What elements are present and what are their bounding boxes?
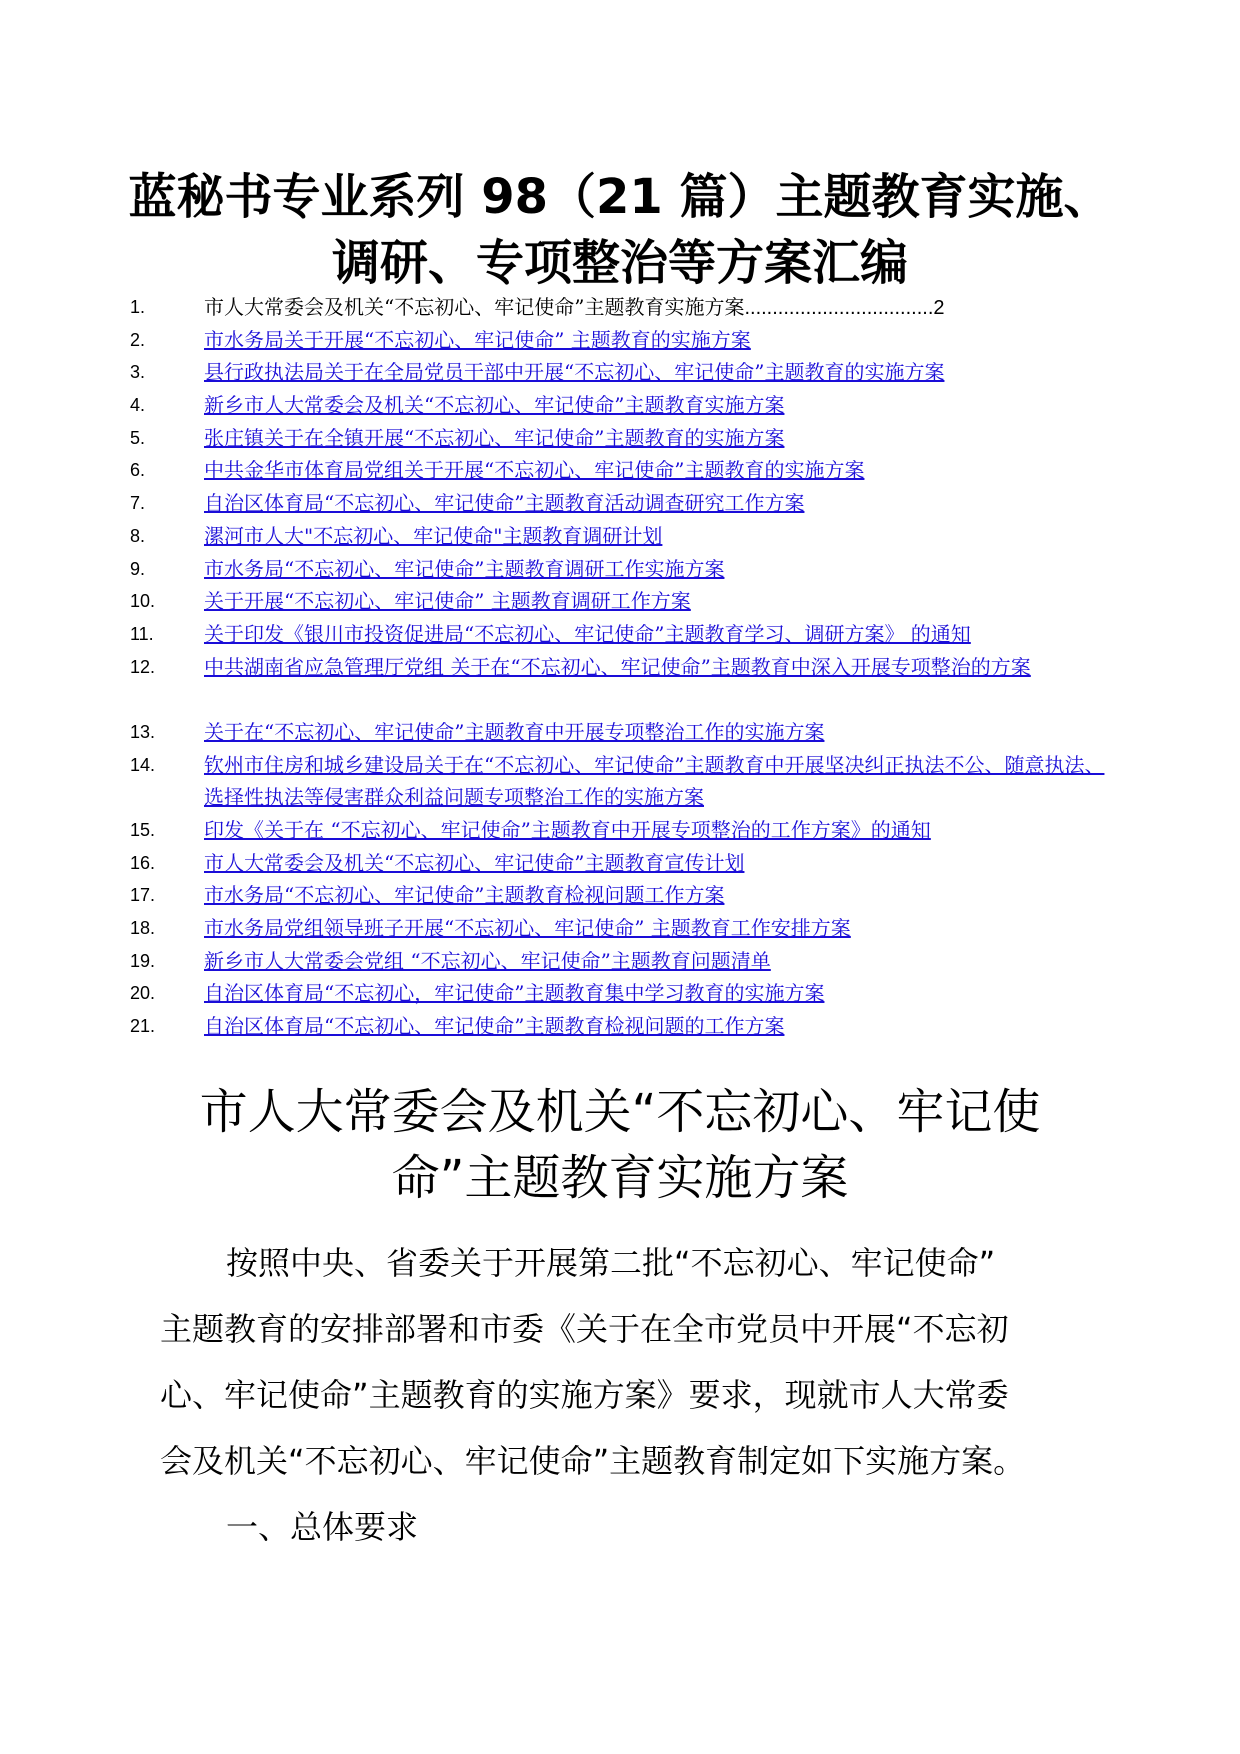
paragraph-line: 按照中央、省委关于开展第二批“不忘初心、牢记使命”: [226, 1244, 996, 1282]
toc-item-number: 5.: [130, 427, 146, 448]
toc-item-12: [0, 651, 1240, 716]
toc-item-link[interactable]: 张庄镇关于在全镇开展“不忘初心、牢记使命”主题教育的实施方案: [204, 425, 785, 450]
toc-item-link[interactable]: 自治区体育局“不忘初心、牢记使命”主题教育活动调查研究工作方案: [204, 491, 805, 516]
toc-item-9: [0, 553, 1240, 586]
toc-item-number: 8.: [130, 525, 146, 546]
toc-item-number: 15.: [130, 820, 156, 841]
toc-item-number: 10.: [130, 591, 156, 612]
toc-item-link[interactable]: 新乡市人大常委会及机关“不忘初心、牢记使命”主题教育实施方案: [204, 393, 785, 418]
toc-item-link[interactable]: 印发《关于在 “不忘初心、牢记使命”主题教育中开展专项整治的工作方案》的通知: [204, 818, 931, 843]
toc-item-7: [0, 487, 1240, 520]
toc-item-number: 1.: [130, 297, 146, 317]
toc-item-link[interactable]: 市水务局关于开展“不忘初心、牢记使命” 主题教育的实施方案: [204, 327, 751, 352]
toc-item-link[interactable]: 中共金华市体育局党组关于开展“不忘初心、牢记使命”主题教育的实施方案: [204, 458, 865, 483]
toc-item-link[interactable]: 关于印发《银川市投资促进局“不忘初心、牢记使命”主题教育学习、调研方案》 的通知: [204, 621, 971, 646]
toc-item-link[interactable]: 钦州市住房和城乡建设局关于在“不忘初心、牢记使命”主题教育中开展坚决纠正执法不公、随意执法、选择性执法等侵害群众利益问题专项整治工作的实施方案: [204, 752, 1105, 810]
document-title-line-2: 调研、专项整治等方案汇编: [331, 235, 908, 291]
toc-item-link[interactable]: 自治区体育局“不忘初心，牢记使命”主题教育集中学习教育的实施方案: [204, 981, 825, 1006]
toc-item-number: 20.: [130, 983, 156, 1004]
toc-item-13: [0, 716, 1240, 749]
toc-item-20: [0, 977, 1240, 1010]
paragraph-line: 会及机关“不忘初心、牢记使命”主题教育制定如下实施方案。: [160, 1442, 1026, 1480]
toc-item-3: [0, 356, 1240, 389]
toc-item-4: [0, 389, 1240, 422]
toc-item-11: [0, 618, 1240, 651]
document-title-line-1: 蓝秘书专业系列 98（21 篇）主题教育实施、: [128, 169, 1112, 225]
section-title-line-2: 命”主题教育实施方案: [391, 1150, 849, 1206]
paragraph-line: 主题教育的安排部署和市委《关于在全市党员中开展“不忘初: [160, 1310, 1009, 1348]
toc-item-16: [0, 847, 1240, 880]
toc-item-number: 2.: [130, 329, 146, 350]
toc-item-number: 19.: [130, 950, 156, 971]
toc-item-number: 16.: [130, 852, 156, 873]
toc-item-number: 12.: [130, 656, 156, 677]
toc-item-18: [0, 912, 1240, 945]
table-of-contents: [0, 291, 1240, 1043]
toc-item-link[interactable]: 自治区体育局“不忘初心、牢记使命”主题教育检视问题的工作方案: [204, 1014, 785, 1039]
toc-item-number: 6.: [130, 460, 146, 481]
toc-item-14: [0, 749, 1240, 814]
toc-item-title: 市人大常委会及机关“不忘初心、牢记使命”主题教育实施方案: [204, 295, 745, 319]
toc-item-link[interactable]: [204, 291, 1124, 325]
toc-item-number: 7.: [130, 493, 146, 514]
toc-item-number: 11.: [130, 623, 154, 644]
toc-item-link[interactable]: 中共湖南省应急管理厅党组 关于在“不忘初心、牢记使命”主题教育中深入开展专项整治的方案: [204, 654, 1031, 679]
toc-item-2: [0, 324, 1240, 357]
toc-leader-dots: ..................................: [744, 297, 934, 319]
toc-item-5: [0, 422, 1240, 455]
toc-item-1[interactable]: [0, 291, 1240, 324]
toc-item-19: [0, 945, 1240, 978]
toc-item-10: [0, 585, 1240, 618]
toc-item-link[interactable]: 县行政执法局关于在全局党员干部中开展“不忘初心、牢记使命”主题教育的实施方案: [204, 360, 945, 385]
toc-item-number: 21.: [130, 1016, 156, 1037]
toc-item-link[interactable]: 漯河市人大"不忘初心、牢记使命"主题教育调研计划: [204, 523, 663, 548]
toc-item-number: 9.: [130, 558, 146, 579]
section-heading: 一、总体要求: [226, 1508, 419, 1546]
toc-item-link[interactable]: 关于在“不忘初心、牢记使命”主题教育中开展专项整治工作的实施方案: [204, 719, 825, 744]
toc-item-21: [0, 1010, 1240, 1043]
paragraph-line: 心、牢记使命”主题教育的实施方案》要求，现就市人大常委: [160, 1376, 1009, 1414]
toc-item-15: [0, 814, 1240, 847]
toc-item-link[interactable]: 市水务局党组领导班子开展“不忘初心、牢记使命” 主题教育工作安排方案: [204, 916, 851, 941]
toc-page-number: 2: [933, 297, 945, 319]
toc-item-number: 4.: [130, 395, 146, 416]
section-title-line-1: 市人大常委会及机关“不忘初心、牢记使: [199, 1084, 1041, 1140]
toc-item-number: 13.: [130, 721, 156, 742]
toc-item-8: [0, 520, 1240, 553]
toc-item-6: [0, 454, 1240, 487]
toc-item-number: 18.: [130, 918, 156, 939]
toc-item-link[interactable]: 市水务局“不忘初心、牢记使命”主题教育调研工作实施方案: [204, 556, 725, 581]
toc-item-link[interactable]: 市人大常委会及机关“不忘初心、牢记使命”主题教育宣传计划: [204, 850, 745, 875]
toc-item-link[interactable]: 市水务局“不忘初心、牢记使命”主题教育检视问题工作方案: [204, 883, 725, 908]
toc-item-17: [0, 879, 1240, 912]
toc-item-link[interactable]: 关于开展“不忘初心、牢记使命” 主题教育调研工作方案: [204, 589, 691, 614]
toc-item-number: 3.: [130, 362, 146, 383]
toc-item-link[interactable]: 新乡市人大常委会党组 “不忘初心、牢记使命”主题教育问题清单: [204, 948, 771, 973]
toc-item-number: 17.: [130, 885, 156, 906]
toc-item-number: 14.: [130, 754, 156, 775]
